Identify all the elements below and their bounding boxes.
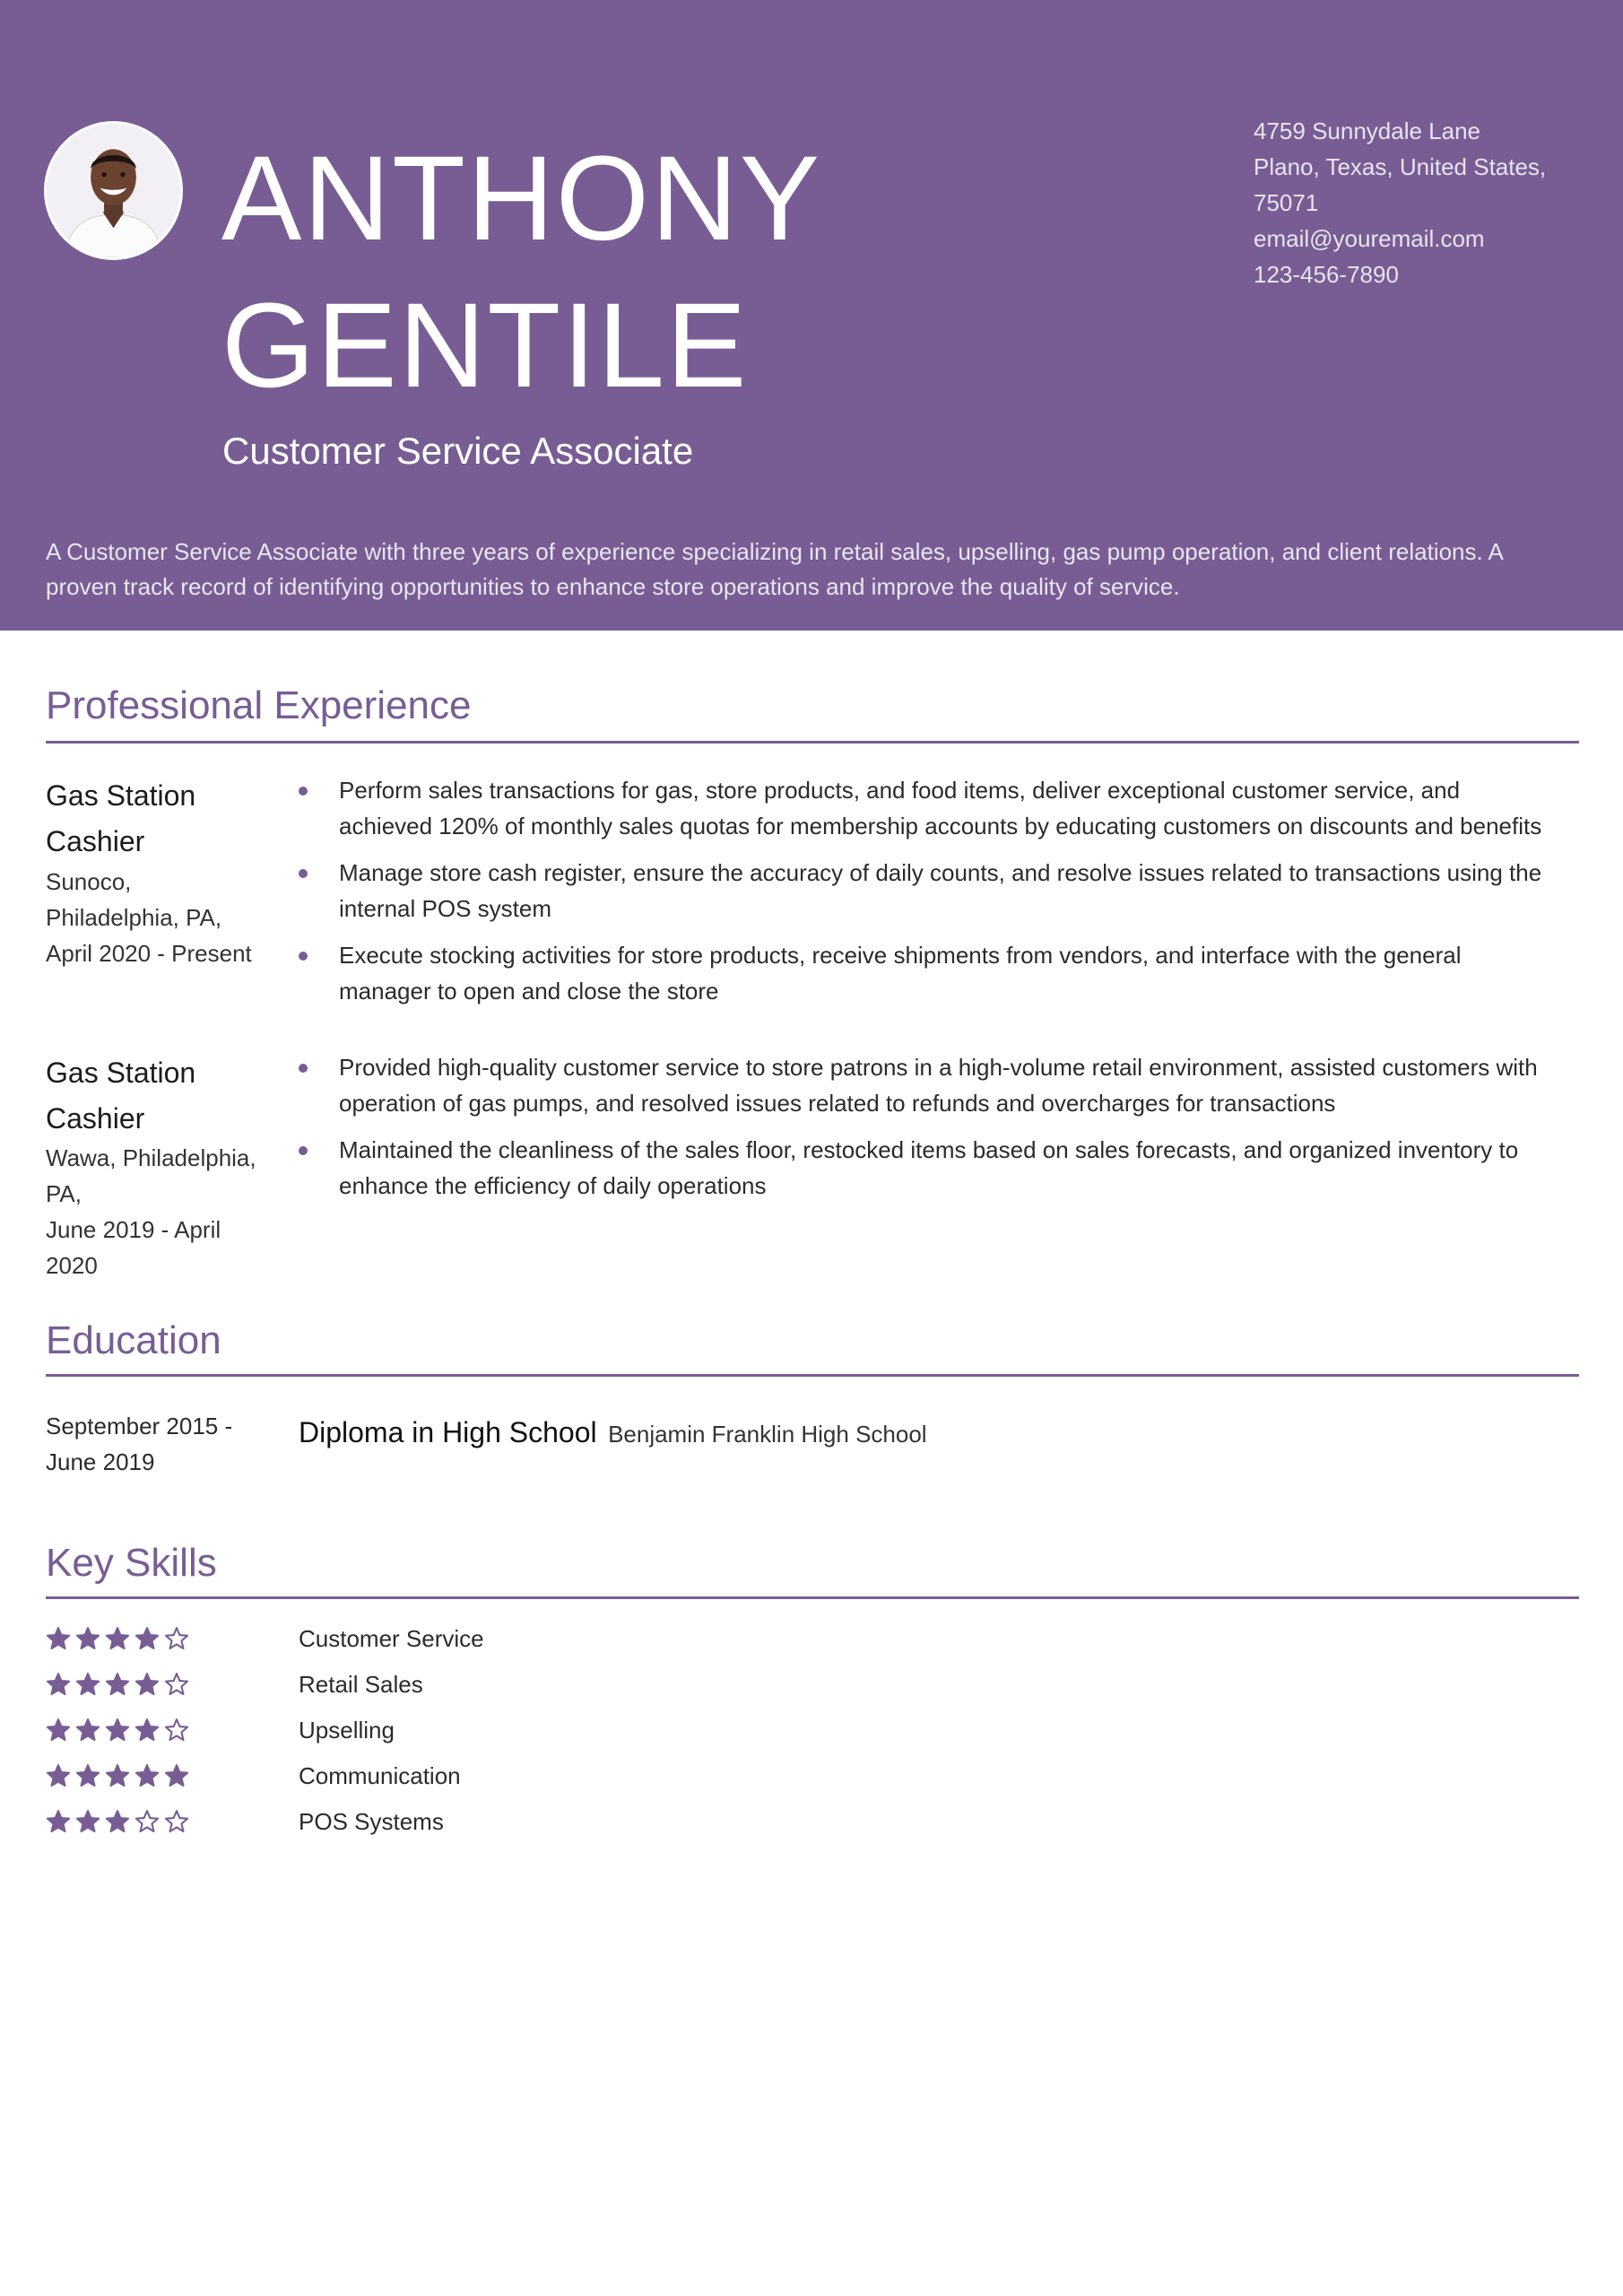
skill-name: Communication <box>299 1761 461 1789</box>
star-filled-icon <box>46 1626 71 1651</box>
job-2-role <box>46 1050 261 1142</box>
job-2-meta <box>46 1140 270 1283</box>
skill-row <box>46 1707 853 1752</box>
bullet-icon <box>299 1064 308 1073</box>
skill-rating <box>46 1809 299 1834</box>
bullet-icon <box>299 787 308 796</box>
summary: A Customer Service Associate with three years of experience specializing in retail sales, upselling, gas pump operation, and client relations. A proven track record of identifying opportunities to enhance store operations and improve the quality of service. <box>46 538 1503 600</box>
bullet-text: Maintained the cleanliness of the sales floor, restocked items based on sales forecasts, and organized inventory to enhance the efficiency of daily operations <box>339 1136 1519 1199</box>
job-2-company-line-2: PA, <box>46 1180 82 1207</box>
skill-row <box>46 1752 853 1798</box>
star-filled-icon <box>46 1718 71 1743</box>
job-1-role <box>46 773 261 865</box>
list-item <box>296 937 1551 1009</box>
avatar-icon <box>47 124 180 257</box>
bullet-icon <box>299 952 308 961</box>
job-2-dates-line-1: June 2019 - April <box>46 1216 221 1243</box>
skill-row <box>46 1798 853 1844</box>
star-filled-icon <box>75 1763 100 1788</box>
star-empty-icon <box>164 1809 189 1834</box>
job-2-role-line-1: Gas Station <box>46 1057 196 1089</box>
bullet-text: Manage store cash register, ensure the accuracy of daily counts, and resolve issues related to transactions using the internal POS system <box>339 859 1542 922</box>
star-filled-icon <box>105 1718 130 1743</box>
star-filled-icon <box>75 1809 100 1834</box>
skills-list <box>46 1615 853 1844</box>
star-filled-icon <box>105 1763 130 1788</box>
education-degree: Diploma in High School <box>299 1416 597 1448</box>
star-empty-icon <box>164 1718 189 1743</box>
skill-name: Upselling <box>299 1716 395 1744</box>
star-filled-icon <box>105 1672 130 1697</box>
job-1-role-line-1: Gas Station <box>46 779 196 812</box>
address-line-3: 75071 <box>1254 189 1319 216</box>
star-filled-icon <box>105 1626 130 1651</box>
candidate-name <box>221 126 821 420</box>
first-name: ANTHONY <box>221 132 822 265</box>
education-dates-line-1: September 2015 - <box>46 1413 233 1439</box>
bullet-text: Perform sales transactions for gas, store products, and food items, deliver exceptional customer service, and achieved 120% of monthly sales quotas for membership accounts by educating customers on discounts and benefits <box>339 777 1542 839</box>
job-2-dates-line-2: 2020 <box>46 1252 98 1279</box>
job-1-company-line-2: Philadelphia, PA, <box>46 904 222 931</box>
email: email@youremail.com <box>1254 225 1485 252</box>
star-empty-icon <box>164 1626 189 1651</box>
star-filled-icon <box>135 1718 160 1743</box>
contact-info <box>1254 113 1567 292</box>
last-name: GENTILE <box>221 279 749 413</box>
star-filled-icon <box>75 1626 100 1651</box>
experience-heading: Professional Experience <box>46 683 472 727</box>
skills-heading: Key Skills <box>46 1541 217 1585</box>
skill-name: Retail Sales <box>299 1670 423 1698</box>
education-entry <box>299 1412 927 1455</box>
phone: 123-456-7890 <box>1254 261 1399 288</box>
education-school: Benjamin Franklin High School <box>608 1421 927 1448</box>
star-filled-icon <box>46 1809 71 1834</box>
list-item <box>296 772 1551 844</box>
job-1-dates: April 2020 - Present <box>46 940 252 967</box>
bullet-icon <box>299 1146 308 1155</box>
bullet-icon <box>299 869 308 878</box>
skills-divider <box>46 1596 1579 1599</box>
education-dates <box>46 1408 279 1480</box>
list-item <box>296 855 1551 926</box>
address-line-1: 4759 Sunnydale Lane <box>1254 117 1481 144</box>
job-title: Customer Service Associate <box>222 430 694 472</box>
skill-rating <box>46 1626 299 1651</box>
job-1-role-line-2: Cashier <box>46 825 145 857</box>
skill-rating <box>46 1718 299 1743</box>
star-filled-icon <box>75 1672 100 1697</box>
education-heading: Education <box>46 1318 221 1362</box>
education-divider <box>46 1374 1579 1377</box>
job-2-bullets <box>296 1049 1551 1214</box>
skill-name: Customer Service <box>299 1624 484 1652</box>
star-filled-icon <box>75 1718 100 1743</box>
star-filled-icon <box>46 1763 71 1788</box>
skill-rating <box>46 1763 299 1788</box>
star-filled-icon <box>135 1672 160 1697</box>
job-1-company-line-1: Sunoco, <box>46 868 132 895</box>
education-dates-line-2: June 2019 <box>46 1448 155 1475</box>
job-2-company-line-1: Wawa, Philadelphia, <box>46 1144 256 1171</box>
star-empty-icon <box>164 1672 189 1697</box>
job-2-role-line-2: Cashier <box>46 1102 145 1135</box>
star-filled-icon <box>105 1809 130 1834</box>
star-filled-icon <box>46 1672 71 1697</box>
job-1-bullets <box>296 772 1551 1020</box>
skill-row <box>46 1615 853 1661</box>
star-filled-icon <box>135 1626 160 1651</box>
bullet-text: Provided high-quality customer service to store patrons in a high-volume retail environment, assisted customers with operation of gas pumps, and resolved issues related to refunds and overcharges for transactions <box>339 1054 1538 1117</box>
skill-rating <box>46 1672 299 1697</box>
list-item <box>296 1049 1551 1121</box>
resume-header <box>0 0 1623 631</box>
star-filled-icon <box>135 1763 160 1788</box>
address-line-2: Plano, Texas, United States, <box>1254 153 1547 180</box>
star-empty-icon <box>135 1809 160 1834</box>
profile-photo <box>44 121 183 260</box>
skill-name: POS Systems <box>299 1807 444 1835</box>
skill-row <box>46 1661 853 1707</box>
experience-divider <box>46 741 1579 744</box>
bullet-text: Execute stocking activities for store products, receive shipments from vendors, and interface with the general manager to open and close the store <box>339 942 1462 1004</box>
list-item <box>296 1132 1551 1204</box>
job-1-meta <box>46 864 270 971</box>
star-filled-icon <box>164 1763 189 1788</box>
